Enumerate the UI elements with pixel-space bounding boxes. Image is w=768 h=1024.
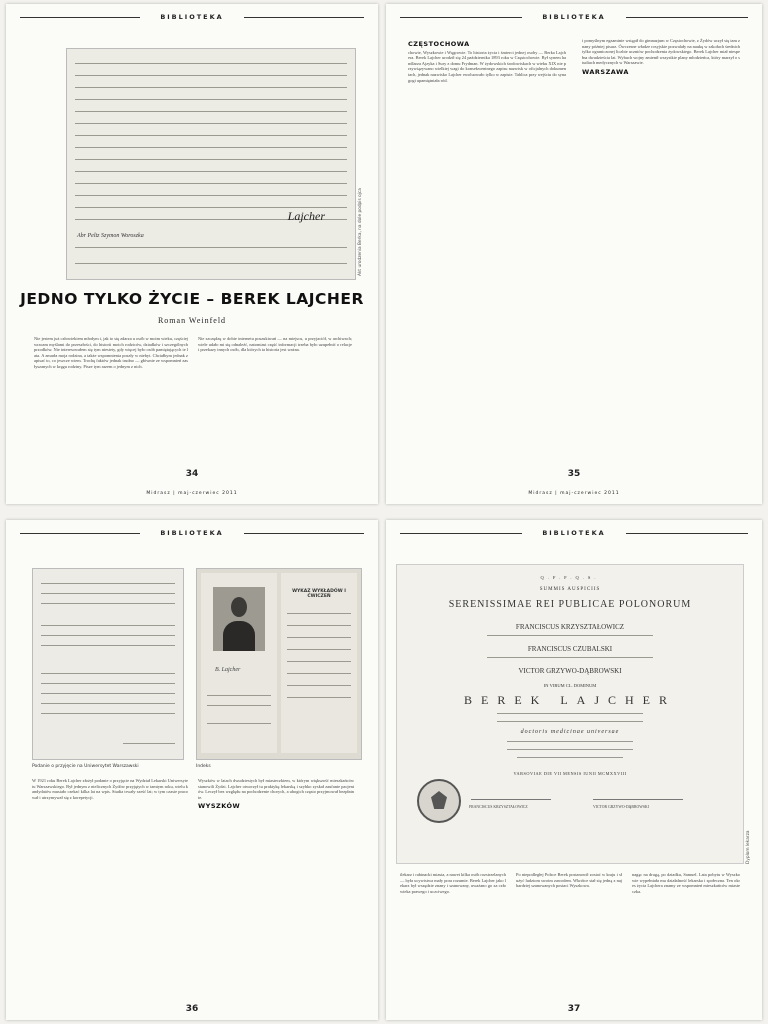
page-header <box>6 11 378 23</box>
portrait-photo <box>213 587 265 651</box>
diploma-top: Q.F.F.Q.S. <box>540 575 600 580</box>
diploma-person-3: VICTOR GRZYWO-DĄBROWSKI <box>518 667 622 675</box>
issue-label: Midrasz | maj-czerwiec 2011 <box>146 491 238 496</box>
diploma-auspice: SUMMIS AUSPICIIS <box>539 587 601 592</box>
header-label: BIBLIOTEKA <box>538 13 609 21</box>
article-column-3: nagąc na drugą, po dziadku, Samuel. Lata pobytu w Wyszkowie wypełniała mu działalność lekarska i społeczna. Ten okres życia Lajchera znamy ze wspomnień mieszkańców miasteczka. <box>632 872 740 894</box>
page-header <box>386 11 762 23</box>
section-heading: WARSZAWA <box>582 67 629 76</box>
page-36 <box>6 520 378 1020</box>
diploma-degree: doctoris medicinae universae <box>520 729 620 735</box>
article-column-2: Po niepodległej Polsce Berek postanowił zostać w kraju i służyć ludziom swoim zawodem. Wkrótce stał się jedną z najbardziej szanowanych postaci Wyszkowa. <box>516 872 622 889</box>
index-caption: Indeks <box>196 764 211 769</box>
article-column-1: Nie jestem już człowiekiem młodym i, jak to się zdarza u osób w moim wieku, częściej wracam myślami do przeszłości, do historii moich rodziców, dziadków i szczególnych przodków. Nie interesowałem się tym niestety, gdy więcej było osób pamiętających te lata. A zmarła moja rodzina, a także wspomnienia poszły w niebyt. Chciałbym jednak zapisać to, co jeszcze wiem. Trochę faktów jednak trudno — głównie ze wspomnień zasłyszanych w kręgu rodziny. Pisze tym razem o jednym z nich. <box>34 336 188 369</box>
header-label: BIBLIOTEKA <box>156 13 227 21</box>
page-34 <box>6 4 378 504</box>
index-heading: WYKAZ WYKŁADÓW I ĆWICZEŃ <box>292 589 346 599</box>
issue-label: Midrasz | maj-czerwiec 2011 <box>528 491 620 496</box>
page-number: 34 <box>185 469 199 479</box>
section-heading: CZĘSTOCHOWA <box>408 40 470 48</box>
signature-right: Lajcher <box>287 209 325 223</box>
page-number: 37 <box>567 1004 581 1014</box>
page-35 <box>386 4 762 504</box>
portrait-head <box>231 597 247 617</box>
page-header <box>6 527 378 539</box>
index-left-page <box>201 573 277 753</box>
article-column-1: ilekarz i rabinacki miasta, a nawet kilka osób rozstrzelanych — była ucywistwa mały pora rozumie. Berek Lajcher jako lekarz był wszędzie znany i szanowany, uważano go za człowieka prawego i uczciwego. <box>400 872 506 894</box>
article-column-2: Nie szczędzę w dobie internetu poszukiwań — na miejscu, u przyjaciół, w archiwach; wiele udało mi się odnaleźć, natomiast część informacji trzeba było uzupełnić o relacje i przekazy innych osób, dla których ta historia jest ważna. <box>198 336 352 353</box>
medical-diploma-scan <box>396 564 744 864</box>
page-footer <box>6 469 378 498</box>
page-footer <box>6 1004 378 1014</box>
diploma-seal-right: VICTOR GRZYWO-DĄBROWSKI <box>593 805 649 809</box>
diploma-person-2: FRANCISCUS CZUBALSKI <box>527 645 613 653</box>
diploma-caption: Dyplom lekarza <box>746 830 751 864</box>
page-number: 36 <box>185 1004 199 1014</box>
signature-left: Abr Peltz Szymon Woroszka <box>77 233 144 239</box>
index-right-page <box>281 573 357 753</box>
diploma-honoris: IN VIRUM CL. DOMINUM <box>543 683 597 688</box>
header-label: BIBLIOTEKA <box>156 529 227 537</box>
page-number: 35 <box>567 469 581 479</box>
diploma-seal-left: FRANCISCUS KRZYSZTAŁOWICZ <box>469 805 528 809</box>
portrait-body <box>223 621 255 651</box>
index-signature: B. Lajcher <box>215 667 241 673</box>
diploma-name: BEREK LAJCHER <box>463 693 676 707</box>
header-label: BIBLIOTEKA <box>538 529 609 537</box>
page-header <box>386 527 762 539</box>
birth-record-scan <box>66 48 356 280</box>
article-column-2: i pomyślnym egzaminie wstąpił do gimnazjum w Częstochowie, z Żydów uczył się tam znany później pisarz. Ówczesne władze rosyjskie pozwalały na naukę w szkołach średnich tylko ograniczonej liczbie uczniów pochodzenia żydowskiego. Berek Lajcher miał niespełna dwadzieścia lat. Wybuch wojny zmienił wszystkie plany młodzieńca, który marzył o studiach medycznych w Warszawie. WARSZAWA <box>582 38 740 76</box>
diploma-date: VARSOVIAE DIE VII MENSIS IUNII MCMXXVIII <box>513 771 627 776</box>
article-author: Roman Weinfeld <box>157 316 227 325</box>
page-37 <box>386 520 762 1020</box>
section-heading: WYSZKÓW <box>198 802 241 811</box>
article-column-1: W 1921 roku Berek Lajcher złożył podanie o przyjęcie na Wydział Lekarski Uniwersytetu Warszawskiego. Był jednym z nielicznych Żydów przyjętych w tamtym roku, wielu kandydatów musiało czekać kilka lat na wpis. Studia trwały sześć lat; w tym czasie pracował i utrzymywał się z korepetycji. <box>32 778 188 800</box>
article-column-2: Wyszków w latach dwudziestych był miasteczkiem, w którym większość mieszkańców stanowili Żydzi. Lajcher otworzył tu praktykę lekarską i szybko zyskał zaufanie pacjentów. Leczył bez względu na pochodzenie chorych, a ubogich często przyjmował bezpłatnie. WYSZKÓW <box>198 778 354 811</box>
page-footer <box>386 469 762 498</box>
diploma-republic: SERENISSIMAE REI PUBLICAE POLONORUM <box>448 599 692 610</box>
seal-eagle-icon <box>431 791 447 809</box>
image-caption: Akt urodzenia Berka, na dole podpis ojca <box>358 188 363 276</box>
application-document-scan <box>32 568 184 760</box>
article-title: JEDNO TYLKO ŻYCIE – BEREK LAJCHER <box>20 290 364 308</box>
page-footer <box>386 1004 762 1014</box>
application-caption: Podanie o przyjęcie na Uniwersytet Warszawski <box>32 764 139 769</box>
university-seal-icon <box>417 779 461 823</box>
student-index-scan <box>196 568 362 760</box>
diploma-person-1: FRANCISCUS KRZYSZTAŁOWICZ <box>515 623 625 631</box>
article-column-1: CZĘSTOCHOWA chowie, Wyszkowie i Węgrowie. To historia życia i śmierci jednej osoby — Berka Lajchera. Berek Lajcher urodził się 24 października 1893 roku w Częstochowie. Był synem handlarza Ajzyka i Sury z domu Frydman. W żydowskich środowiskach w wieku XIX nie przywiązywano wielkiej wagi do konsekwentnego zapisu nazwisk w oficjalnych dokumentach, jednak nazwisko Lajcher ewoluowało tylko w zapisie. Tablica przy wejściu do synagogi upamiętniała ród. <box>408 40 566 83</box>
